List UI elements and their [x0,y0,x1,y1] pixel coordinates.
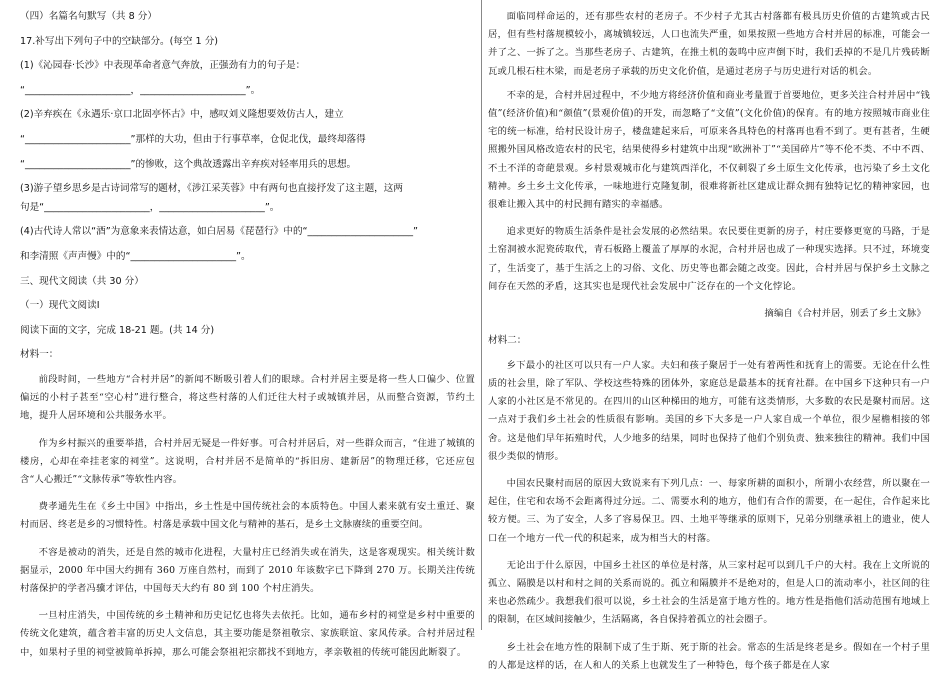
material-2-paragraph-3: 无论出于什么原因，中国乡土社区的单位是村落，从三家村起可以到几千户的大村。我在上文所说的孤立、隔膜是以村和村之间的关系而说的。孤立和隔膜并不是绝对的，但是人口的流动率小，社区间的往来也必然疏少。我想我们很可以说，乡土社会的生活是富于地方性的。地方性是指他们活动范围有地域上的限制，在区域间接触少，生活隔离，各自保持着孤立的社会圈子。 [488,559,930,626]
material-1-paragraph-2: 作为乡村振兴的重要举措，合村并居无疑是一件好事。可合村并居后，对一些群众而言，“住进了城镇的楼房，心却在牵挂老家的祠堂”。这说明，合村并居不是简单的“拆旧房、建新居”的物理迁移，它还应包含“人心搬迁”“文脉传承”等软性内容。 [20,437,475,485]
question-17-4-line2: 和李清照《声声慢》中的“______________________”。 [20,250,251,262]
material-2-paragraph-4: 乡土社会在地方性的限制下成了生于斯、死于斯的社会。常态的生活是终老是乡。假如在一个村子里的人都是这样的话，在人和人的关系上也就发生了一种特色，每个孩子都是在人家 [488,641,930,671]
left-column [20,8,475,662]
question-17-3-line1: (3)游子望乡思乡是古诗词常写的题材，《涉江采芙蓉》中有两句也直接抒发了这主题，这两 [20,183,403,195]
column-divider [481,0,482,630]
material-1-paragraph-5: 一旦村庄消失，中国传统的乡土精神和历史记忆也将失去依托。比如，通布乡村的祠堂是乡村中重要的传统文化建筑，蕴含着丰富的历史人文信息，其主要功能是祭祖敬宗、家族联谊、家风传承。合村并居过程中，如果村子里的祠堂被简单拆掉，那么可能会祭祖祀宗都找不到地方，孝亲敬祖的传统可能因此断裂了。 [20,610,475,658]
material-2-paragraph-1: 乡下最小的社区可以只有一户人家。夫妇和孩子聚居于一处有着两性和抚育上的需要。无论在什么性质的社会里，除了军队、学校这些特殊的团体外，家庭总是最基本的抚育社群。在中国乡下这种只有一户人家的小社区是不常见的。在四川的山区种梯田的地方，可能有这类情形，大多数的农民是聚村而居。这一点对于我们乡土社会的性质很有影响。美国的乡下大多是一户人家自成一个单位，很少屋檐相接的邻舍。这是他们早年拓殖时代，人少地多的结果，同时也保持了他们个别负责、独来独往的精神。我们中国很少类似的情形。 [488,359,930,462]
material-2-paragraph-2: 中国农民聚村而居的原因大致说来有下列几点：一、每家所耕的面积小，所谓小农经营，所以聚在一起住，住宅和农场不会距离得过分远。二、需要水利的地方，他们有合作的需要，在一起住，合作起来比较方便。三、为了安全，人多了容易保卫。四、土地平等继承的原则下，兄弟分别继承祖上的遗业，使人口在一个地方一代一代的积起来，成为相当大的村落。 [488,478,930,544]
question-17: 17.补写出下列句子中的空缺部分。(每空 1 分) [20,35,219,47]
section-title-reading: 三、现代文阅读（共 30 分） [20,275,144,287]
question-17-4-line1: (4)古代诗人常以“酒”为意象来表情达意，如白居易《琵琶行》中的“______________________” [20,226,419,238]
question-17-3-line2: 句是“______________________，______________________”。 [20,201,280,213]
material-1-label: 材料一： [20,349,59,361]
material-1-paragraph-4: 不容是被动的消失，还是自然的城市化进程，大量村庄已经消失或在消失，这是客观现实。相关统计数据显示，2000 年中国大约拥有 360 万座自然村，而到了 2010 年该数字已下降到 270 万。长期关注传统村落保护的学者冯骥才评估，中国每天大约有 80 到 100 个村庄消失。 [20,546,475,594]
question-17-2-line1: (2)辛弃疾在《永遇乐·京口北固亭怀古》中，感叹刘义隆想要效仿古人，建立 [20,109,344,121]
question-17-1: (1)《沁园春·长沙》中表现革命者意气奔放，正强劲有力的句子是： [20,60,306,72]
material-1-paragraph-7: 不幸的是，合村并居过程中，不少地方将经济价值和商业考量置于首要地位，更多关注合村并居中“钱值”(经济价值)和“颜值”(景观价值)的开发，而忽略了“文值”(文化价值)的保育。有的地方按照城市商业住宅的统一标准，给村民设计房子，楼盘建起来后，可原来各具特色的村落再也看不到了。更有甚者，生硬照搬外国风格改造农村的民宅，结果使得乡村建筑中出现“欧洲补丁”“美国碎片”等不伦不类、不中不西、不土不洋的奇葩景观。乡村景观城市化与建筑西洋化，不仅刺裂了乡土原生文化传承，也污染了乡土文化精神。乡土乡土文化传承，一味地进行克隆复制，很难将新社区建成让群众拥有独特记忆的精神家园，也很难让搬入其中的村民拥有踏实的幸福感。 [488,89,930,211]
material-1-paragraph-1: 前段时间，一些地方“合村并居”的新闻不断吸引着人们的眼球。合村并居主要是将一些人口偏少、位置偏远的小村子甚至“空心村”进行整合，将这些村落的人们迁往大村子或城镇并居，从而整合资源，节约土地，提升人居环境和公共服务水平。 [20,373,475,422]
right-column [488,8,930,675]
material-1-paragraph-3: 费孝通先生在《乡土中国》中指出，乡土性是中国传统社会的本质特色。中国人素来就有安土重迁、聚村而居、终老是乡的习惯特性。村落是承载中国文化与精神的基石，是乡土文脉赓续的重要空间。 [20,501,475,531]
material-2-label: 材料二： [488,335,527,347]
material-1-source: 摘编自《合村并居，别丢了乡土文脉》 [764,308,926,320]
subsection-title-reading-1: （一）现代文阅读Ⅰ [20,300,100,312]
reading-instruction: 阅读下面的文字，完成 18-21 题。(共 14 分) [20,324,215,336]
question-17-2-line3: “______________________”的惨败，这个典故透露出辛弃疾对轻率用兵的思想。 [20,158,357,170]
material-1-paragraph-8: 追求更好的物质生活条件是社会发展的必然结果。农民要住更新的房子，村庄要修更宽的马路，于是土窑洞被水泥瓷砖取代，青石板路上覆盖了厚厚的水泥，合村并居也成了一种现实选择。只不过，环境变了，生活变了，基于生活之上的习俗、文化、历史等也都会随之改变。因此，合村并居与保护乡土文脉之间存在天然的矛盾，这其实也是现代社会发展中广泛存在的一个文化悖论。 [488,226,930,292]
material-1-paragraph-6: 面临同样命运的，还有那些农村的老房子。不少村子尤其古村落都有极具历史价值的古建筑或古民居，但有些村落规模较小，离城镇较远，人口也流失严重，如果按照一些地方合村并居的标准，可能会一并了之、一拆了之。当那些老房子、古建筑，在推土机的轰鸣中应声倒下时，我们丢掉的不是几片残砖断瓦或几根石柱木梁，而是老房子承载的历史文化价值，是通过老房子与历史进行对话的机会。 [488,11,930,77]
section-title-poetry: （四）名篇名句默写（共 8 分） [20,11,157,22]
question-17-1-blank: “______________________，______________________”。 [20,84,261,96]
question-17-2-line2: “______________________”那样的大功，但由于行事草率，仓促北伐，最终却落得 [20,133,366,145]
